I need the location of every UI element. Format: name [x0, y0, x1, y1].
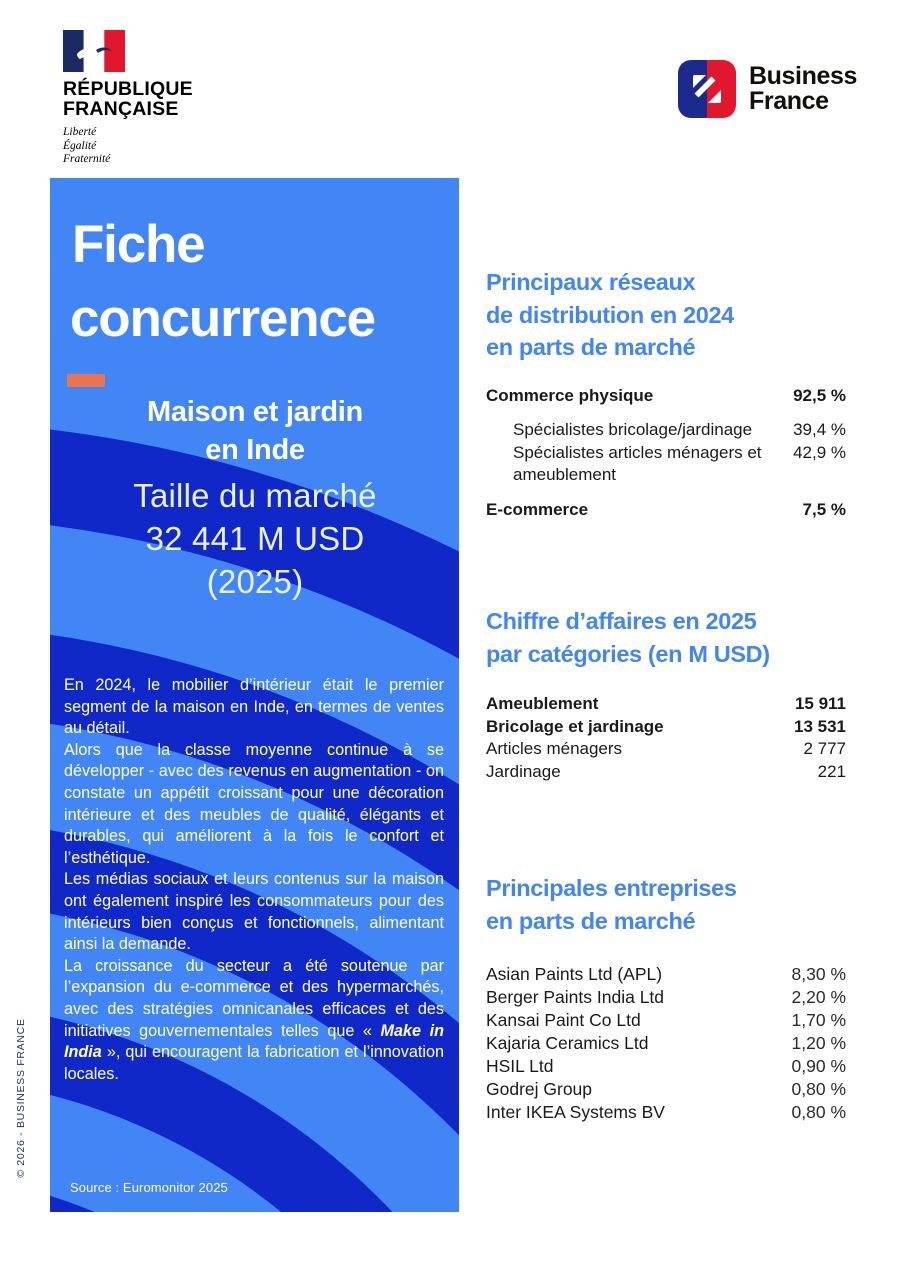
market-size-value: 32 441 M USD [145, 520, 365, 557]
republique-motto [63, 126, 283, 167]
orange-accent-bar [67, 374, 105, 387]
row-label: Spécialistes articles ménagers et ameublement [513, 442, 762, 484]
republique-francaise-wordmark [63, 80, 283, 119]
row-value: 2 777 [803, 739, 846, 758]
table-row [486, 693, 846, 716]
row-value: 1,20 % [791, 1033, 846, 1053]
row-label: Ameublement [486, 694, 599, 713]
motto-egalite: Égalité [63, 139, 97, 152]
copyright-notice: © 2026 - BUSINESS FRANCE [15, 1018, 27, 1178]
paragraph-4-pre: La croissance du secteur a été soutenue par l’expansion du e-commerce et des hypermarchés, avec des stratégies omnicanales efficaces et des initiatives gouvernementales telles que « [64, 956, 444, 1040]
row-label: Kajaria Ceramics Ltd [486, 1033, 649, 1053]
table-row [486, 442, 846, 487]
motto-fraternite: Fraternité [63, 153, 111, 165]
row-label: Asian Paints Ltd (APL) [486, 964, 663, 984]
paragraph-4-emphasis: Make in India [64, 1021, 444, 1062]
row-label: HSIL Ltd [486, 1056, 554, 1076]
row-value: 0,80 % [791, 1102, 846, 1122]
market-size-label: Taille du marché [133, 477, 377, 514]
motto-liberte: Liberté [63, 126, 97, 138]
card-source-note: Source : Euromonitor 2025 [70, 1180, 228, 1195]
bf-line-1: Business [749, 61, 857, 90]
card-title-line-2: concurrence [70, 289, 375, 348]
section-2-rows [486, 693, 846, 783]
row-spacer [486, 407, 846, 419]
section-3-heading-line-1: Principales entreprises [486, 875, 737, 901]
row-label: Berger Paints India Ltd [486, 987, 665, 1007]
card-paragraph-4 [64, 956, 444, 1086]
row-label: Commerce physique [486, 385, 654, 405]
card-title [72, 208, 442, 356]
row-label: Bricolage et jardinage [486, 716, 664, 736]
table-row [486, 963, 846, 986]
business-france-arrows-icon [676, 58, 738, 120]
french-flag-marianne-icon [63, 30, 125, 72]
row-value: 0,90 % [791, 1056, 846, 1076]
business-france-logo [676, 58, 857, 120]
card-subtitle-line-2: en Inde [205, 434, 305, 466]
row-label: Kansai Paint Co Ltd [486, 1010, 641, 1030]
row-value: 15 911 [794, 694, 846, 713]
row-value: 221 [817, 761, 846, 781]
table-row [486, 419, 846, 442]
table-row [486, 738, 846, 761]
rf-line-1: RÉPUBLIQUE [63, 78, 193, 100]
section-1-heading-line-1: Principaux réseaux [486, 269, 696, 295]
section-3-rows [486, 963, 846, 1124]
section-1-rows [486, 385, 846, 522]
section-1-heading-line-2: de distribution en 2024 [486, 301, 734, 328]
row-value: 39,4 % [793, 420, 846, 439]
table-row [486, 499, 846, 522]
table-row [486, 385, 846, 408]
card-subtitle [80, 393, 430, 469]
business-france-wordmark [749, 61, 857, 115]
row-label: Godrej Group [486, 1079, 593, 1099]
table-row [486, 761, 846, 784]
row-value: 1,70 % [791, 1010, 846, 1030]
card-paragraph-3: Les médias sociaux et leurs contenus sur la maison ont également inspiré les consommateurs pour des intérieurs bien conçus et fonctionnels, alimentant ainsi la demande. [64, 870, 444, 954]
row-label: E-commerce [486, 499, 589, 519]
row-label: Spécialistes bricolage/jardinage [513, 420, 753, 439]
table-row [486, 1078, 846, 1101]
row-value: 92,5 % [793, 385, 846, 405]
row-value: 13 531 [794, 716, 846, 736]
rf-line-2: FRANÇAISE [63, 97, 179, 120]
section-revenue-by-category [486, 605, 846, 783]
row-label: Articles ménagers [486, 739, 623, 758]
cover-card [50, 178, 459, 1212]
market-size-year: (2025) [206, 563, 304, 600]
row-label: Inter IKEA Systems BV [486, 1102, 665, 1122]
section-1-heading-line-3: en parts de marché [486, 334, 696, 360]
table-row [486, 1101, 846, 1124]
page-header [0, 0, 900, 178]
section-1-heading [486, 266, 846, 364]
card-paragraph-2: Alors que la classe moyenne continue à se développer - avec des revenus en augmentation - on constate un appétit croissant pour une décoration intérieure et des meubles de qualité, élégants et durables, qui améliorent à la fois le confort et l’esthétique. [64, 740, 444, 867]
row-value: 2,20 % [791, 987, 846, 1007]
table-row [486, 986, 846, 1009]
row-value: 7,5 % [802, 499, 846, 519]
bf-line-2: France [749, 87, 829, 115]
section-3-heading [486, 872, 846, 937]
section-distribution-networks [486, 266, 846, 521]
section-2-heading [486, 605, 846, 670]
table-row [486, 1055, 846, 1078]
card-subtitle-line-1: Maison et jardin [147, 396, 363, 428]
row-spacer [486, 487, 846, 499]
table-row [486, 1009, 846, 1032]
table-row [486, 716, 846, 739]
row-value: 8,30 % [791, 964, 846, 984]
section-3-heading-line-2: en parts de marché [486, 907, 696, 934]
row-value: 42,9 % [793, 442, 846, 462]
table-row [486, 1032, 846, 1055]
card-title-line-1: Fiche [72, 215, 205, 274]
section-2-heading-line-1: Chiffre d’affaires en 2025 [486, 608, 757, 634]
market-size-block [70, 474, 440, 603]
row-value: 0,80 % [791, 1079, 846, 1099]
card-paragraph-1: En 2024, le mobilier d’intérieur était le premier segment de la maison en Inde, en termes de ventes au détail. [64, 676, 444, 738]
card-body-text [64, 675, 444, 1085]
section-2-heading-line-2: par catégories (en M USD) [486, 640, 770, 667]
section-leading-companies [486, 872, 846, 1124]
republique-francaise-logo [63, 30, 283, 167]
row-label: Jardinage [486, 761, 561, 781]
paragraph-4-post: », qui encouragent la fabrication et l’innovation locales. [64, 1043, 444, 1083]
